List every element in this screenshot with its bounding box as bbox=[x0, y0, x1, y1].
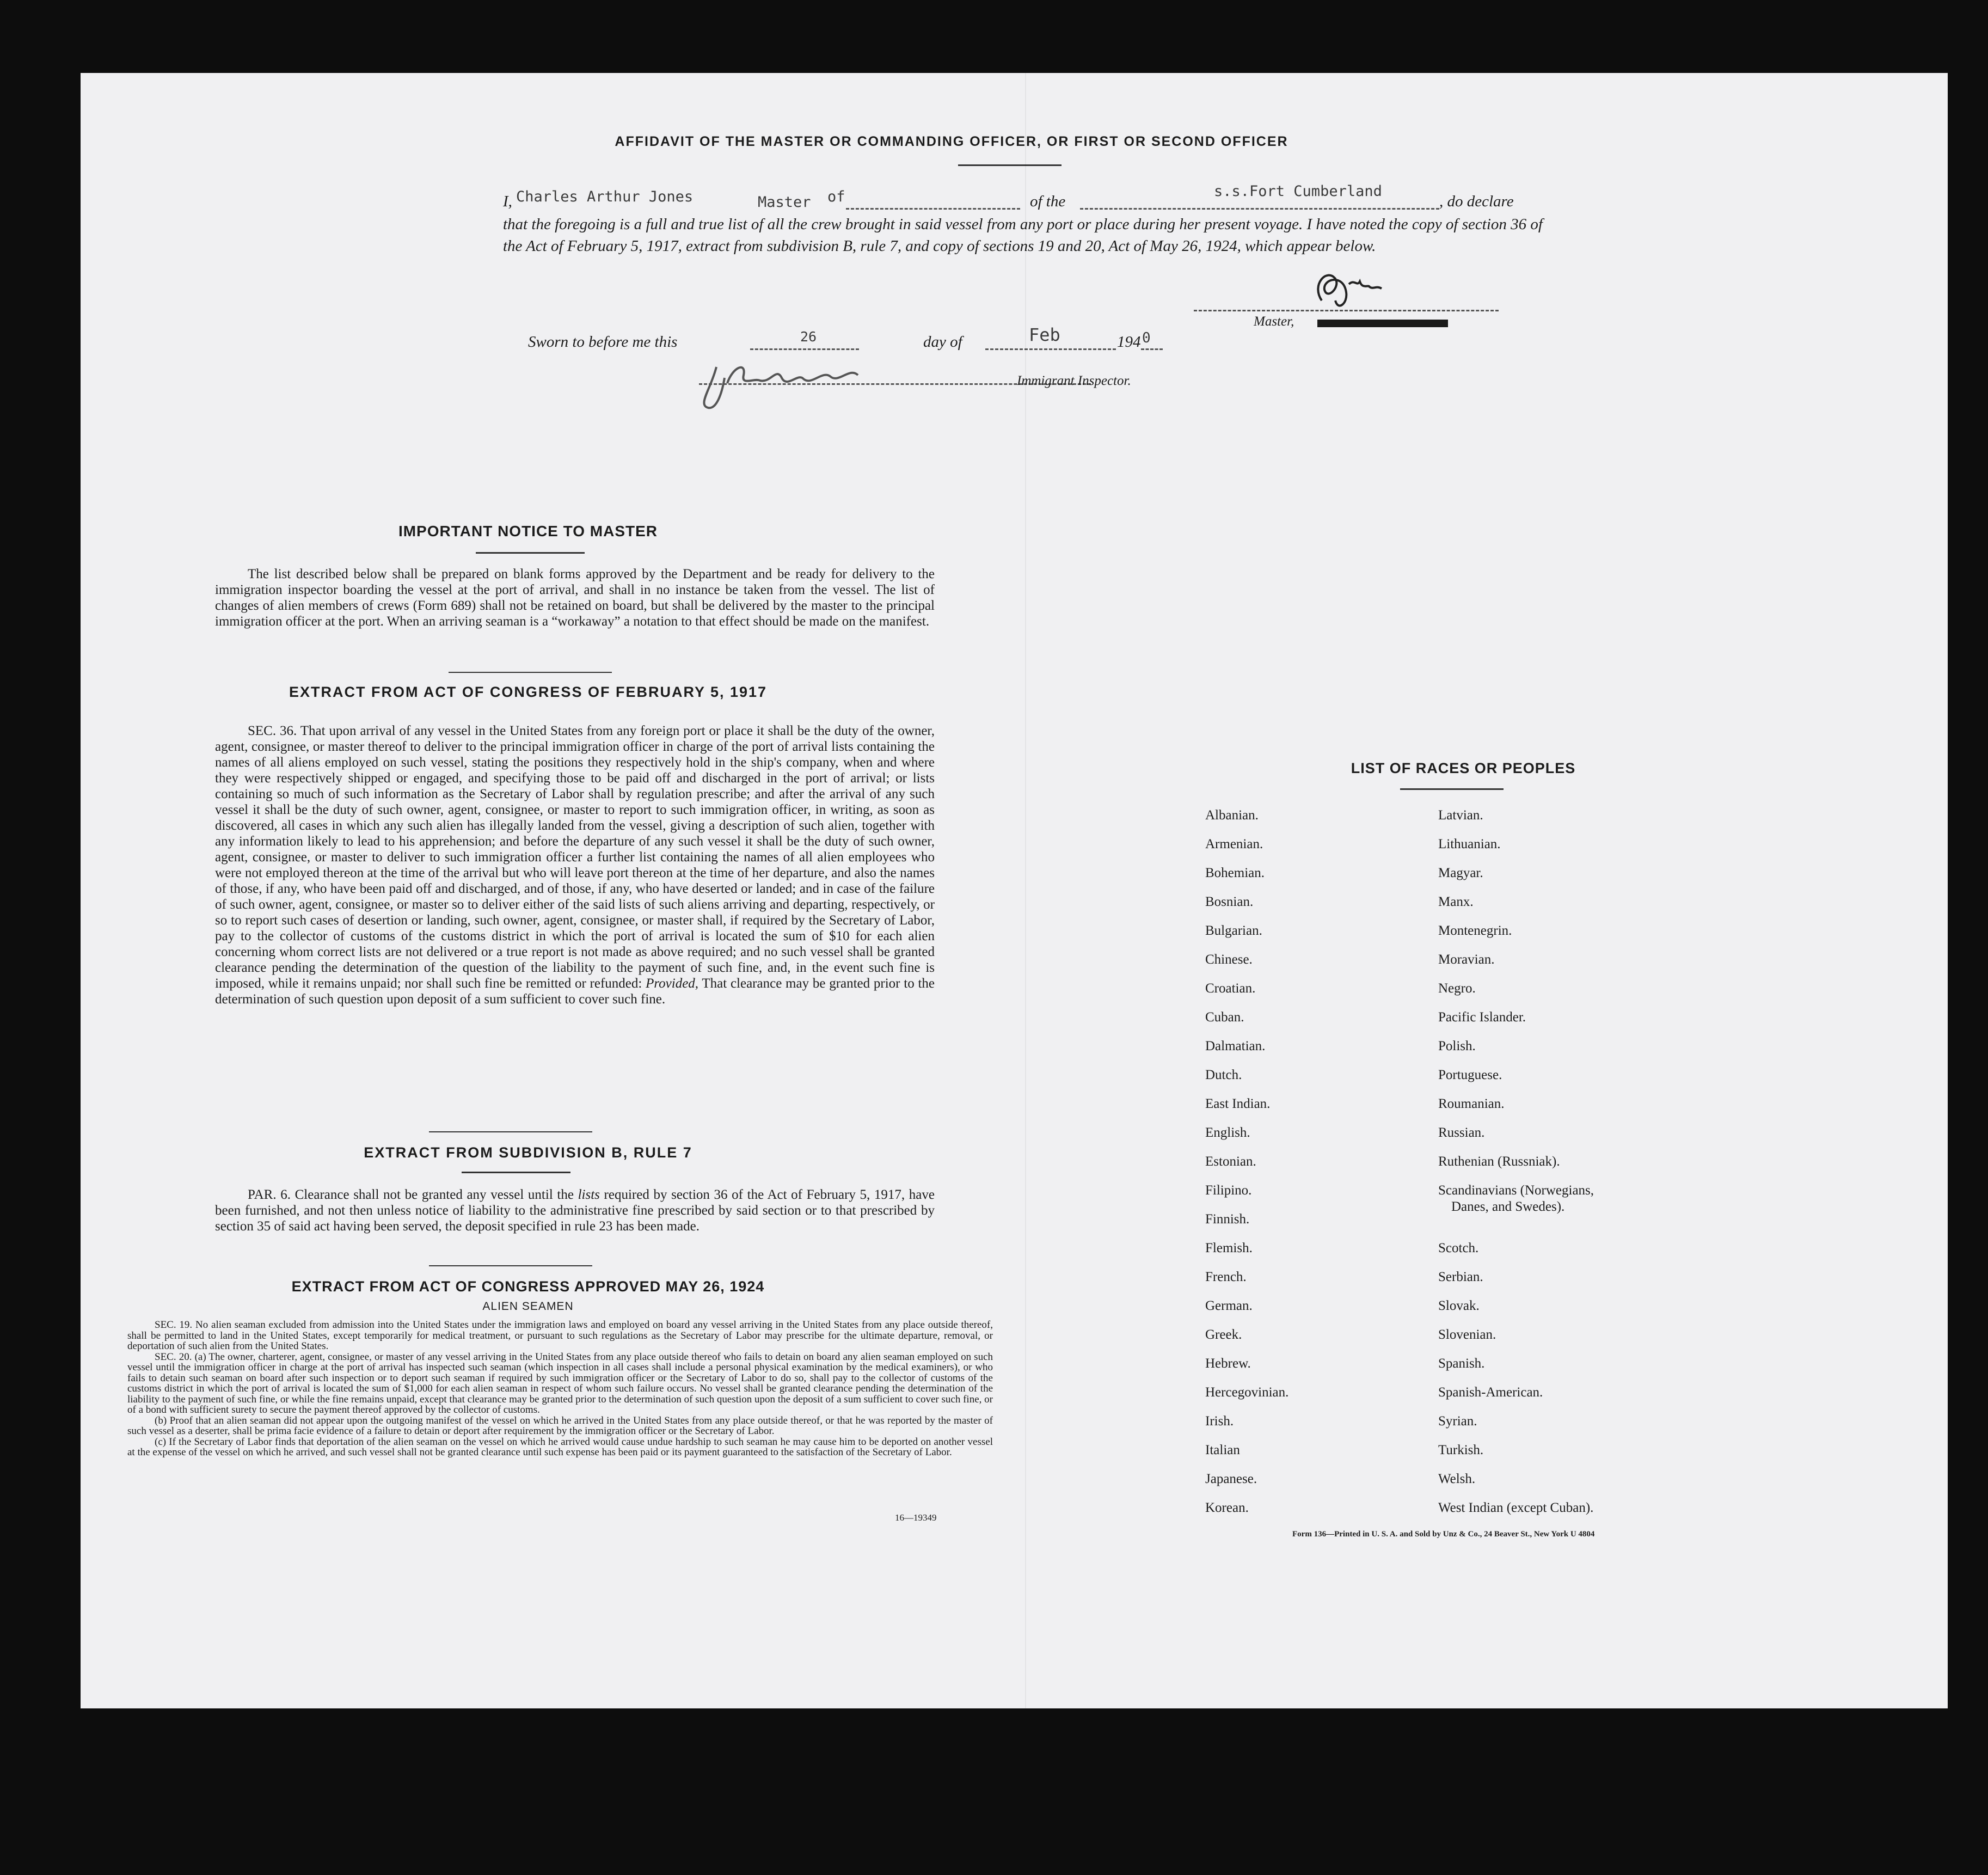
race-item: Russian. bbox=[1438, 1125, 1485, 1140]
race-item: Bosnian. bbox=[1205, 894, 1254, 909]
master-signature-line bbox=[1194, 310, 1499, 311]
provided-label: Provided, bbox=[646, 976, 699, 991]
notice-text: The list described below shall be prepared on blank forms approved by the Department and be ready for delivery to the immigration inspector boarding the vessel at the port of arrival, and shall in no instance be taken from the vessel. The list of changes of alien members of crews (Form 689) shall not be retained on board, but shall be delivered by the master to the principal immigration officer at the port. When an arriving seaman is a “workaway” a notation to that effect should be made on the manifest. bbox=[215, 567, 935, 629]
sec-19-text: No alien seaman excluded from admission into the United States under the immigration laws and employed on board any vessel arriving in the United States from any place outside thereof, shall be permitted to land in the United States, except temporarily for medical treatment, or pursuant to such regulations as the Secretary of Labor may prescribe for the ultimate departure, removal, or deportation of such alien from the United States. bbox=[127, 1319, 993, 1352]
race-item: Slovak. bbox=[1438, 1298, 1480, 1313]
race-item: Latvian. bbox=[1438, 808, 1483, 823]
sec-36-tail: That clearance may be granted prior to the determination of such question upon deposit of a sum sufficient to cover such fine. bbox=[215, 976, 935, 1007]
section-rule bbox=[429, 1265, 592, 1266]
race-item: Croatian. bbox=[1205, 981, 1256, 996]
lists-word: lists bbox=[578, 1187, 600, 1202]
sec-36-text: That upon arrival of any vessel in the United States from any foreign port or place it shall be the duty of the owner, agent, consignee, or master thereof to deliver to the principal immigration officer in charge of the port of arrival lists containing the names of all aliens employed on such vessel, stating the positions they respectively hold in the ship's company, when and where they were respectively shipped or engaged, and specifying those to be paid off and discharged in the port of arrival; or lists containing so much of such information as the Secretary of Labor shall by regulation prescribe; and after the arrival of any such vessel it shall be the duty of such owner, agent, consignee, or master to report to such immigration officer, in writing, as soon as discovered, all cases in which any such alien has illegally landed from the vessel, giving a description of such alien, together with any information likely to lead to his apprehension; and before the departure of any such vessel it shall be the duty of such owner, agent, consignee, or master to deliver to such immigration officer a further list containing the names of all alien employees who were not employed thereon at the time of the arrival but who will leave port thereon at the time of her departure, and also the names of those, if any, who have been paid off and discharged, and of those, if any, who have deserted or landed; and in case of the failure of such owner, agent, consignee, or master so to deliver either of the said lists of such aliens arriving and departing, respectively, or so to report such cases of desertion or landing, such owner, agent, consignee, or master shall, if required by the Secretary of Labor, pay to the collector of customs of the customs district in which the port of arrival is located the sum of $10 for each alien concerning whom correct lists are not delivered or a true report is not made as above required; and no such vessel shall be granted clearance pending the determination of the question of the liability to the payment of such fine, and, in the event such fine is imposed, while it remains unpaid; nor shall such fine be remitted or refunded: bbox=[215, 724, 935, 991]
form-code: 16—19349 bbox=[895, 1512, 937, 1523]
races-list-right bbox=[1438, 808, 1594, 1529]
race-item: Portuguese. bbox=[1438, 1068, 1502, 1082]
race-item: Spanish-American. bbox=[1438, 1385, 1543, 1400]
race-item: Welsh. bbox=[1438, 1472, 1476, 1486]
inspector-label: Immigrant Inspector. bbox=[1017, 373, 1131, 388]
master-label: Master, bbox=[1254, 314, 1294, 329]
printer-footer: Form 136—Printed in U. S. A. and Sold by Unz & Co., 24 Beaver St., New York U 4804 bbox=[1292, 1530, 1595, 1539]
sec-20c-text: (c) If the Secretary of Labor finds that deportation of the alien seaman on the vessel on which he arrived would cause undue hardship to such seaman he may cause him to be deported on another vessel at the expense of the vessel on which he arrived, and such vessel shall not be granted clearance until such expense has been paid or its payment guaranteed to the satisfaction of the Secretary of Labor. bbox=[127, 1436, 993, 1458]
sec-20b-text: (b) Proof that an alien seaman did not appear upon the outgoing manifest of the vessel on which he arrived in the United States from any place outside thereof, or that he was reported by the master of such vessel as a deserter, shall be prima facie evidence of a failure to detain or deport after requirement by the immigration officer or the Secretary of Labor. bbox=[127, 1414, 993, 1437]
manifest-sheet bbox=[81, 73, 1948, 1708]
race-item: Roumanian. bbox=[1438, 1096, 1505, 1111]
par-6-label: PAR. 6. bbox=[248, 1187, 291, 1202]
race-item: Polish. bbox=[1438, 1039, 1476, 1053]
sec-19-label: SEC. 19. bbox=[155, 1319, 193, 1331]
race-item: German. bbox=[1205, 1298, 1253, 1313]
of-label-handwritten: of bbox=[827, 188, 845, 205]
alien-seamen-subtitle: ALIEN SEAMEN bbox=[482, 1300, 574, 1313]
race-item: Moravian. bbox=[1438, 952, 1495, 967]
race-item: Ruthenian (Russniak). bbox=[1438, 1154, 1560, 1169]
race-item: Montenegrin. bbox=[1438, 923, 1512, 938]
race-item: Italian bbox=[1205, 1443, 1240, 1457]
declare-label: , do declare bbox=[1439, 193, 1514, 210]
race-item: Danes, and Swedes). bbox=[1451, 1199, 1565, 1214]
master-signature bbox=[1305, 262, 1392, 317]
race-item: Chinese. bbox=[1205, 952, 1253, 967]
extract-rule7-text bbox=[215, 1187, 935, 1234]
affidavit-line-1 bbox=[503, 183, 1624, 211]
sec-20-label: SEC. 20. bbox=[155, 1351, 192, 1363]
inspector-signature bbox=[695, 345, 874, 416]
sworn-month: Feb bbox=[1029, 324, 1060, 345]
rule7-text-b: required by section 36 of the Act of February 5, 1917, have been furnished, and not then unless notice of liability to the administrative fine prescribed by said section or to that prescribed by section 35 of said act having been served, the deposit specified in rule 23 has been made. bbox=[215, 1187, 935, 1234]
race-item: Bohemian. bbox=[1205, 866, 1265, 880]
race-item: Japanese. bbox=[1205, 1472, 1257, 1486]
of-the-label: of the bbox=[1030, 193, 1066, 210]
races-rule bbox=[1400, 788, 1504, 790]
rule7-rule bbox=[462, 1172, 570, 1173]
race-item: Serbian. bbox=[1438, 1270, 1483, 1284]
race-item: Filipino. bbox=[1205, 1183, 1252, 1198]
section-rule bbox=[449, 672, 612, 673]
race-item: Korean. bbox=[1205, 1500, 1249, 1515]
sworn-line bbox=[528, 324, 1290, 353]
race-item: Estonian. bbox=[1205, 1154, 1256, 1169]
master-rank: Master bbox=[758, 194, 811, 211]
year-suffix: 0 bbox=[1142, 330, 1151, 346]
sec-36-label: SEC. 36. bbox=[248, 724, 297, 738]
extract-1917-text bbox=[215, 723, 935, 1007]
day-of-label: day of bbox=[923, 333, 962, 351]
race-item: Pacific Islander. bbox=[1438, 1010, 1526, 1025]
races-list-left bbox=[1205, 808, 1288, 1529]
sworn-day: 26 bbox=[800, 329, 817, 345]
race-item: Albanian. bbox=[1205, 808, 1259, 823]
extract-1924-title: EXTRACT FROM ACT OF CONGRESS APPROVED MAY 26, 1924 bbox=[291, 1278, 765, 1295]
race-item: French. bbox=[1205, 1270, 1247, 1284]
race-item: Scotch. bbox=[1438, 1241, 1479, 1255]
race-item: Greek. bbox=[1205, 1327, 1242, 1342]
race-item: Armenian. bbox=[1205, 837, 1263, 851]
race-item: Irish. bbox=[1205, 1414, 1234, 1429]
notice-rule bbox=[476, 552, 585, 554]
extract-rule7-title: EXTRACT FROM SUBDIVISION B, RULE 7 bbox=[364, 1144, 692, 1161]
title-rule bbox=[958, 164, 1062, 166]
race-item: Flemish. bbox=[1205, 1241, 1253, 1255]
extract-1924-text bbox=[127, 1320, 993, 1458]
race-item: West Indian (except Cuban). bbox=[1438, 1500, 1594, 1515]
race-item: Manx. bbox=[1438, 894, 1474, 909]
race-item: East Indian. bbox=[1205, 1096, 1271, 1111]
extract-1917-title: EXTRACT FROM ACT OF CONGRESS OF FEBRUARY 5, 1917 bbox=[289, 684, 768, 700]
race-item: Dutch. bbox=[1205, 1068, 1242, 1082]
race-item: Cuban. bbox=[1205, 1010, 1244, 1025]
race-item: Scandinavians (Norwegians, bbox=[1438, 1183, 1594, 1198]
affidavit-title: AFFIDAVIT OF THE MASTER OR COMMANDING OFFICER, OR FIRST OR SECOND OFFICER bbox=[615, 134, 1288, 149]
master-name: Charles Arthur Jones bbox=[516, 188, 694, 205]
race-item: Bulgarian. bbox=[1205, 923, 1262, 938]
sworn-prefix: Sworn to before me this bbox=[528, 333, 678, 351]
rule7-text-a: Clearance shall not be granted any vessel until the bbox=[294, 1187, 574, 1202]
affidavit-body: that the foregoing is a full and true list of all the crew brought in said vessel from any port or place during her present voyage. I have noted the copy of section 36 of the Act of February 5, 1917, extract from subdivision B, rule 7, and copy of sections 19 and 20, Act of May 26, 1924, which appear below. bbox=[503, 216, 1543, 255]
section-rule bbox=[429, 1131, 592, 1132]
race-item: Finnish. bbox=[1205, 1212, 1250, 1227]
notice-title: IMPORTANT NOTICE TO MASTER bbox=[398, 523, 658, 540]
year-prefix: 194 bbox=[1117, 333, 1141, 351]
struck-title-bar bbox=[1317, 320, 1448, 327]
race-item: Syrian. bbox=[1438, 1414, 1477, 1429]
races-title: LIST OF RACES OR PEOPLES bbox=[1351, 760, 1576, 776]
race-item: Negro. bbox=[1438, 981, 1476, 996]
line-prefix: I, bbox=[503, 193, 512, 210]
vessel-name: s.s.Fort Cumberland bbox=[1214, 183, 1382, 200]
race-item: Hercegovinian. bbox=[1205, 1385, 1289, 1400]
race-item: Turkish. bbox=[1438, 1443, 1484, 1457]
race-item: Dalmatian. bbox=[1205, 1039, 1266, 1053]
race-item: Lithuanian. bbox=[1438, 837, 1501, 851]
race-item: English. bbox=[1205, 1125, 1250, 1140]
race-item: Spanish. bbox=[1438, 1356, 1485, 1371]
race-item: Slovenian. bbox=[1438, 1327, 1496, 1342]
sec-20a-text: (a) The owner, charterer, agent, consignee, or master of any vessel arriving in the United States from any place outside thereof who fails to detain on board any alien seaman employed on such vessel until the immigration officer in charge at the port of arrival has inspected such seaman (which inspection in all cases shall include a personal physical examination by the medical examiners), or who fails to detain such seaman on board after such inspection or to deport such seaman if required by such immigration officer or the Secretary of Labor to do so, shall pay to the collector of customs of the customs district in which the port of arrival is located the sum of $1,000 for each alien seaman in respect of whom such failure occurs. No vessel shall be granted clearance pending the determination of the liability to the payment of such fine, or while the fine remains unpaid, except that clearance may be granted prior to the determination of such question upon the deposit of a sum sufficient to cover such fine, or of a bond with sufficient surety to secure the payment thereof approved by the collector of customs. bbox=[127, 1351, 993, 1416]
race-item: Hebrew. bbox=[1205, 1356, 1251, 1371]
race-item: Magyar. bbox=[1438, 866, 1483, 880]
